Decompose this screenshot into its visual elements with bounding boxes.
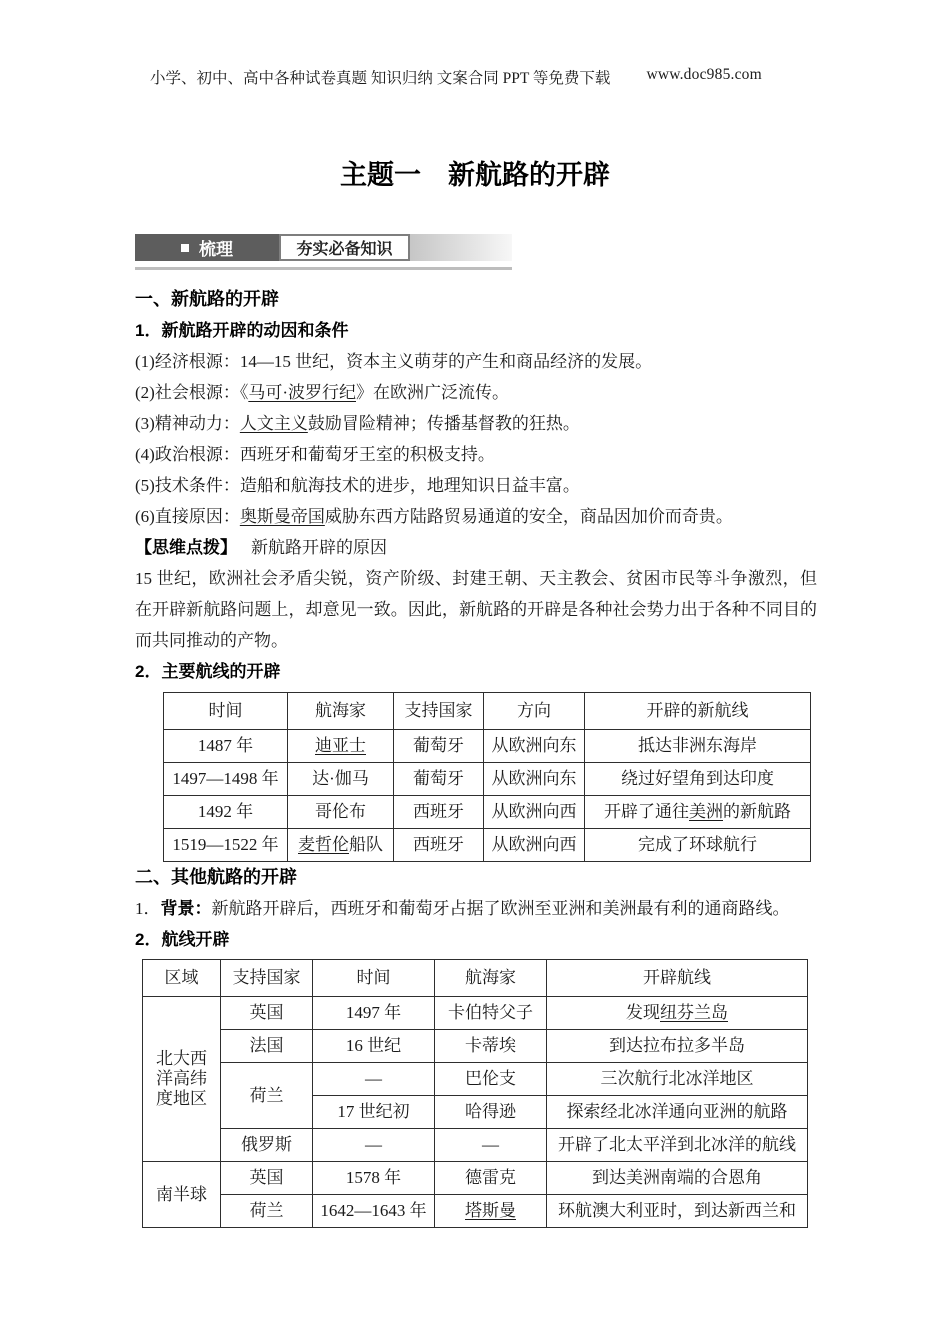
cause-list <box>135 346 817 532</box>
site-header <box>150 0 950 88</box>
column-header: 支持国家 <box>221 960 313 997</box>
table-cell <box>435 1195 547 1228</box>
text-segment: — <box>482 1135 499 1154</box>
table-cell <box>547 1129 808 1162</box>
column-header: 时间 <box>313 960 435 997</box>
banner-caption: 夯实必备知识 <box>279 234 410 261</box>
table-cell <box>585 796 811 829</box>
table-cell <box>435 1030 547 1063</box>
section-2-heading: 二、其他航路的开辟 <box>135 867 297 887</box>
cause-paragraph <box>135 501 817 532</box>
table-row <box>164 763 811 796</box>
text-segment: 17 世纪初 <box>337 1102 410 1121</box>
text-segment: 巴伦支 <box>465 1069 516 1088</box>
underlined-term: 麦哲伦 <box>298 835 349 854</box>
column-header: 支持国家 <box>394 693 484 730</box>
table-cell <box>313 997 435 1030</box>
table-cell <box>288 829 394 862</box>
table-cell <box>221 1129 313 1162</box>
text-segment: 1497—1498 年 <box>172 769 279 788</box>
cause-paragraph <box>135 346 817 377</box>
table-cell <box>547 1195 808 1228</box>
table-cell <box>435 1096 547 1129</box>
table-cell <box>143 1162 221 1228</box>
text-segment: 到达美洲南端的合恩角 <box>592 1168 762 1187</box>
text-segment: 发现 <box>626 1003 660 1022</box>
text-segment: 卡蒂埃 <box>465 1036 516 1055</box>
table-cell <box>221 997 313 1030</box>
column-header: 区域 <box>143 960 221 997</box>
table-row <box>164 829 811 862</box>
text-segment: 16 世纪 <box>345 1036 402 1055</box>
table-cell <box>435 1063 547 1096</box>
text-segment: 从欧洲向西 <box>491 802 577 821</box>
text-segment: 西班牙 <box>413 802 464 821</box>
table-cell <box>585 829 811 862</box>
table-cell <box>435 997 547 1030</box>
table-row <box>143 1162 808 1195</box>
table-cell <box>313 1096 435 1129</box>
background-paragraph <box>135 893 817 924</box>
cause-paragraph <box>135 408 817 439</box>
table-cell <box>484 796 585 829</box>
text-segment: 德雷克 <box>465 1168 516 1187</box>
table-row <box>143 1030 808 1063</box>
table-cell <box>143 997 221 1162</box>
table-cell <box>221 1063 313 1129</box>
underlined-term: 马可·波罗行纪 <box>248 383 356 402</box>
underlined-term: 奥斯曼帝国 <box>239 507 325 526</box>
text-segment: 1497 年 <box>345 1003 402 1022</box>
text-segment: 1519—1522 年 <box>172 835 279 854</box>
table-header-row <box>164 693 811 730</box>
text-segment: 环航澳大利亚时，到达新西兰和 <box>558 1201 796 1220</box>
underlined-term: 塔斯曼 <box>465 1201 516 1220</box>
table-row <box>143 1129 808 1162</box>
text-segment: 哥伦布 <box>315 802 366 821</box>
text-segment: 1487 年 <box>197 736 254 755</box>
text-segment: 到达拉布拉多半岛 <box>609 1036 745 1055</box>
cause-paragraph <box>135 439 817 470</box>
cause-paragraph <box>135 470 817 501</box>
site-url[interactable]: www.doc985.com <box>646 66 762 83</box>
table-cell <box>313 1162 435 1195</box>
table-cell <box>313 1030 435 1063</box>
underlined-term: 人文主义 <box>239 414 308 433</box>
site-header-text: 小学、初中、高中各种试卷真题 知识归纳 文案合同 PPT 等免费下载 <box>150 70 611 87</box>
table-cell <box>435 1129 547 1162</box>
text-segment: 抵达非洲东海岸 <box>638 736 757 755</box>
text-segment: 鼓励冒险精神；传播基督教的狂热。 <box>307 414 580 433</box>
table-cell <box>394 796 484 829</box>
text-segment: 俄罗斯 <box>241 1135 292 1154</box>
text-segment: 完成了环球航行 <box>638 835 757 854</box>
column-header: 航海家 <box>288 693 394 730</box>
document-content <box>135 284 817 1228</box>
table-cell <box>164 829 288 862</box>
table-cell <box>394 730 484 763</box>
tip-body: 15 世纪，欧洲社会矛盾尖锐，资产阶级、封建王朝、天主教会、贫困市民等斗争激烈，但在开辟新航路问题上，却意见一致。因此，新航路的开辟是各种社会势力出于各种不同目的而共同推动的产物。 <box>135 569 817 650</box>
background-number: 1． <box>135 899 161 918</box>
table-row <box>143 1063 808 1096</box>
banner-tab-label: 梳理 <box>199 240 233 259</box>
table-header-row <box>143 960 808 997</box>
square-bullet-icon <box>181 244 189 252</box>
table-cell <box>313 1063 435 1096</box>
table-cell <box>288 763 394 796</box>
text-segment: (5)技术条件：造船和航海技术的进步，地理知识日益丰富。 <box>135 476 580 495</box>
column-header: 方向 <box>484 693 585 730</box>
banner-tab <box>135 234 279 261</box>
text-segment: (4)政治根源：西班牙和葡萄牙王室的积极支持。 <box>135 445 495 464</box>
text-segment: 卡伯特父子 <box>448 1003 533 1022</box>
underlined-term: 美洲 <box>689 802 723 821</box>
text-segment: 西班牙 <box>413 835 464 854</box>
section-2-subheading: 2．航线开辟 <box>135 930 230 949</box>
text-segment: 从欧洲向东 <box>491 769 577 788</box>
background-text: 新航路开辟后，西班牙和葡萄牙占据了欧洲至亚洲和美洲最有利的通商路线。 <box>211 899 790 918</box>
table-cell <box>547 1063 808 1096</box>
column-header: 时间 <box>164 693 288 730</box>
table-cell <box>484 763 585 796</box>
text-segment: 开辟了北太平洋到北冰洋的航线 <box>558 1135 796 1154</box>
table-cell <box>547 997 808 1030</box>
table-row <box>164 730 811 763</box>
text-segment: 1578 年 <box>345 1168 402 1187</box>
text-segment: 南半球 <box>156 1184 207 1204</box>
text-segment: 从欧洲向东 <box>491 736 577 755</box>
table-cell <box>221 1195 313 1228</box>
text-segment: (1)经济根源：14—15 世纪，资本主义萌芽的产生和商品经济的发展。 <box>135 352 653 371</box>
table-cell <box>221 1162 313 1195</box>
text-segment: 1642—1643 年 <box>320 1201 427 1220</box>
text-segment: 威胁东西方陆路贸易通道的安全，商品因加价而奇贵。 <box>324 507 733 526</box>
text-segment: 北大西洋高纬度地区 <box>156 1049 207 1108</box>
text-segment: 达·伽马 <box>312 769 369 788</box>
other-routes-table <box>142 959 808 1228</box>
table-cell <box>547 1162 808 1195</box>
table-cell <box>288 730 394 763</box>
table-cell <box>164 796 288 829</box>
text-segment: 探索经北冰洋通向亚洲的航路 <box>566 1102 788 1121</box>
table-cell <box>221 1030 313 1063</box>
table-cell <box>394 829 484 862</box>
table-cell <box>585 730 811 763</box>
text-segment: (3)精神动力： <box>135 414 240 433</box>
tip-title: 新航路开辟的原因 <box>251 538 387 557</box>
page-title: 主题一 新航路的开辟 <box>340 160 610 190</box>
text-segment: 》在欧洲广泛流传。 <box>356 383 509 402</box>
text-segment: 的新航路 <box>723 802 791 821</box>
text-segment: 荷兰 <box>249 1085 284 1105</box>
section-1-heading: 一、新航路的开辟 <box>135 289 279 309</box>
table-cell <box>313 1129 435 1162</box>
text-segment: 从欧洲向西 <box>491 835 577 854</box>
text-segment: — <box>365 1069 382 1088</box>
tip-heading-line <box>135 532 817 563</box>
text-segment: 法国 <box>249 1036 284 1055</box>
text-segment: 英国 <box>249 1003 284 1022</box>
tip-label: 【思维点拨】 <box>135 538 237 557</box>
banner-row <box>135 234 512 261</box>
underlined-term: 迪亚士 <box>315 736 366 755</box>
table-cell <box>547 1096 808 1129</box>
section-1-subheading-2: 2．主要航线的开辟 <box>135 662 281 681</box>
table-cell <box>547 1030 808 1063</box>
section-1-subheading-1: 1．新航路开辟的动因和条件 <box>135 321 349 340</box>
text-segment: 开辟了通往 <box>604 802 689 821</box>
text-segment: 三次航行北冰洋地区 <box>600 1069 754 1088</box>
table-cell <box>164 763 288 796</box>
text-segment: 葡萄牙 <box>413 769 464 788</box>
column-header: 开辟航线 <box>547 960 808 997</box>
text-segment: 船队 <box>349 835 383 854</box>
table-cell <box>484 829 585 862</box>
table-cell <box>484 730 585 763</box>
table-cell <box>164 730 288 763</box>
banner-underline <box>135 267 512 270</box>
table-cell <box>313 1195 435 1228</box>
table-row <box>143 997 808 1030</box>
text-segment: — <box>365 1135 382 1154</box>
text-segment: 荷兰 <box>249 1201 284 1220</box>
banner-gradient <box>410 234 512 261</box>
column-header: 航海家 <box>435 960 547 997</box>
text-segment: 英国 <box>249 1168 284 1187</box>
text-segment: (6)直接原因： <box>135 507 240 526</box>
table-cell <box>394 763 484 796</box>
main-routes-table <box>163 692 811 862</box>
text-segment: (2)社会根源：《 <box>135 383 249 402</box>
text-segment: 哈得逊 <box>465 1102 516 1121</box>
table-cell <box>585 763 811 796</box>
background-label: 背景： <box>160 899 212 918</box>
table-row <box>143 1195 808 1228</box>
text-segment: 1492 年 <box>197 802 254 821</box>
text-segment: 绕过好望角到达印度 <box>621 769 774 788</box>
table-row <box>164 796 811 829</box>
cause-paragraph <box>135 377 817 408</box>
column-header: 开辟的新航线 <box>585 693 811 730</box>
underlined-term: 纽芬兰岛 <box>660 1003 728 1022</box>
table-cell <box>288 796 394 829</box>
table-cell <box>435 1162 547 1195</box>
text-segment: 葡萄牙 <box>413 736 464 755</box>
section-banner <box>135 234 512 270</box>
